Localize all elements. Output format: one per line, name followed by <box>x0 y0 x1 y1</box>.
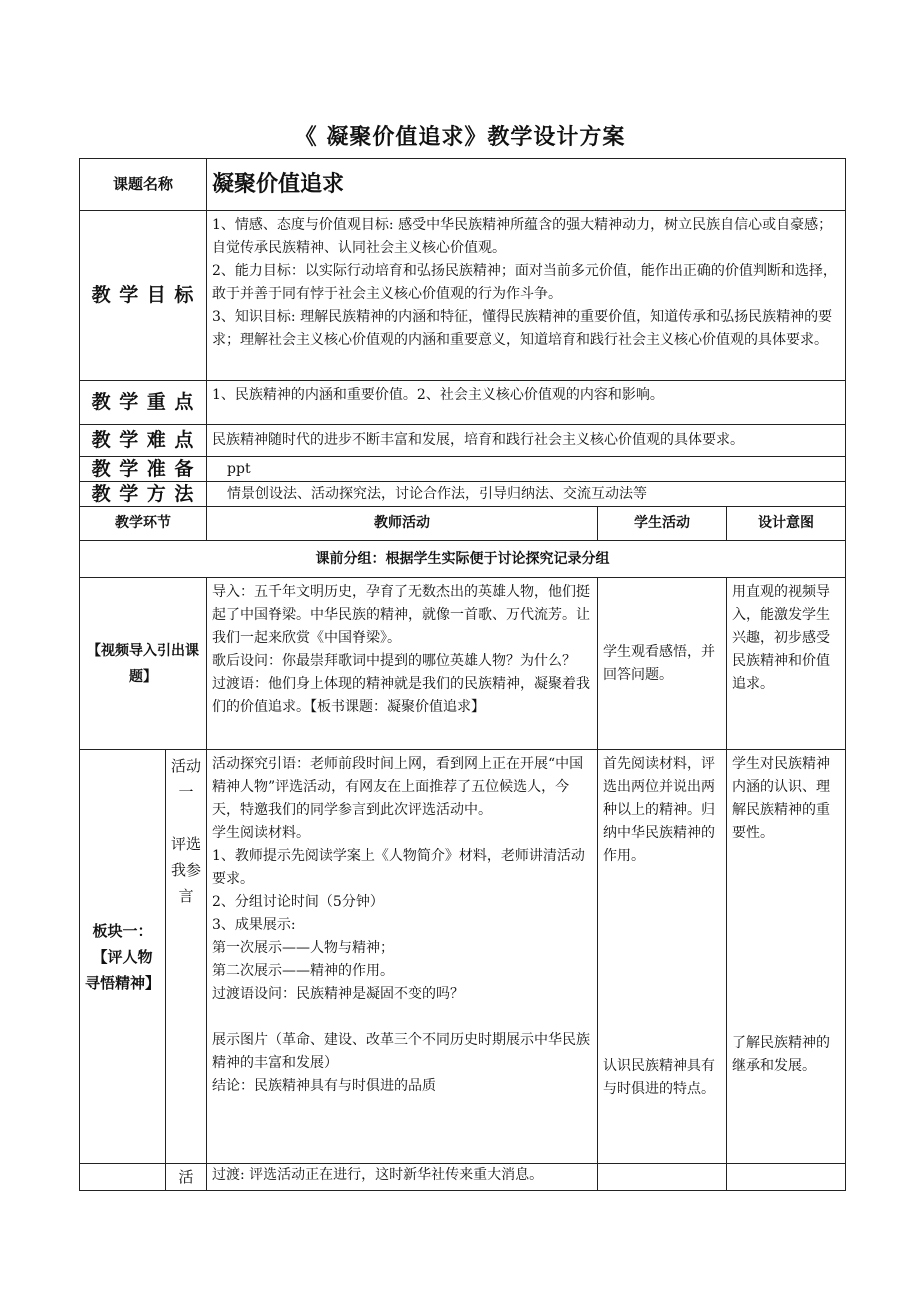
intent-line-after: 了解民族精神的继承和发展。 <box>732 1035 831 1074</box>
key-points-content: 1、民族精神的内涵和重要价值。2、社会主义核心价值观的内容和影响。 <box>207 381 846 425</box>
col-teacher: 教师活动 <box>207 507 598 541</box>
difficulties-content: 民族精神随时代的进步不断丰富和发展，培育和践行社会主义核心价值观的具体要求。 <box>207 425 846 457</box>
next-activity-row <box>80 1164 846 1191</box>
col-student: 学生活动 <box>598 507 727 541</box>
teacher-line: 结论：民族精神具有与时俱进的品质 <box>212 1078 437 1094</box>
teacher-line: 活动探究引语：老师前段时间上网，看到网上正在开展“中国精神人物”评选活动，有网友在上面推荐了五位候选人，今天，特邀我们的同学参言到此次评选活动中。 <box>212 756 584 818</box>
video-intro-student: 学生观看感悟，并回答问题。 <box>598 578 727 750</box>
methods-content: 情景创设法、活动探究法，讨论合作法，引导归纳法、交流互动法等 <box>207 482 846 507</box>
course-name: 凝聚价值追求 <box>207 159 846 211</box>
preparation-row <box>80 457 846 482</box>
difficulties-row <box>80 425 846 457</box>
objectives-content <box>207 211 846 381</box>
student-line-after: 认识民族精神具有与时俱进的特点。 <box>603 1058 716 1097</box>
methods-label: 教 学 方 法 <box>80 482 207 507</box>
document-title: 《 凝聚价值追求》教学设计方案 <box>294 125 626 150</box>
teacher-line: 歌后设问：你最崇拜歌词中提到的哪位英雄人物？为什么？ <box>212 653 577 669</box>
activity-one-title: 评选我参言 <box>171 835 202 905</box>
block1-activity-label <box>166 750 207 1164</box>
activity-one-label: 活动一 <box>171 757 202 801</box>
course-row <box>80 159 846 211</box>
preparation-label: 教 学 准 备 <box>80 457 207 482</box>
difficulties-label: 教 学 难 点 <box>80 425 207 457</box>
col-stage: 教学环节 <box>80 507 207 541</box>
teacher-line: 3、成果展示: <box>212 917 296 933</box>
intent-line: 学生对民族精神内涵的认识、理解民族精神的重要性。 <box>732 756 831 841</box>
video-intro-row <box>80 578 846 750</box>
next-student <box>598 1164 727 1191</box>
video-intro-teacher <box>207 578 598 750</box>
block1-row <box>80 750 846 1164</box>
teacher-line: 第二次展示——精神的作用。 <box>212 963 395 979</box>
video-intro-intent: 用直观的视频导入，能激发学生兴趣，初步感受民族精神和价值追求。 <box>727 578 846 750</box>
teacher-line: 第一次展示——人物与精神； <box>212 940 395 956</box>
objectives-label: 教 学 目 标 <box>80 211 207 381</box>
pre-class-row <box>80 541 846 578</box>
teacher-line: 展示图片（革命、建设、改革三个不同历史时期展示中华民族精神的丰富和发展） <box>212 1032 591 1071</box>
block1-student <box>598 750 727 1164</box>
column-header-row <box>80 507 846 541</box>
objective-line: 1、情感、态度与价值观目标: 感受中华民族精神所蕴含的强大精神动力，树立民族自信心或自豪感；自觉传承民族精神、认同社会主义核心价值观。 <box>212 217 833 256</box>
col-intent: 设计意图 <box>727 507 846 541</box>
course-label: 课题名称 <box>80 159 207 211</box>
preparation-content: ppt <box>207 457 846 482</box>
next-intent <box>727 1164 846 1191</box>
next-teacher: 过渡: 评选活动正在进行，这时新华社传来重大消息。 <box>207 1164 598 1191</box>
video-intro-stage: 【视频导入引出课题】 <box>80 578 207 750</box>
objective-line: 2、能力目标：以实际行动培育和弘扬民族精神；面对当前多元价值，能作出正确的价值判断和选择，敢于并善于同有悖于社会主义核心价值观的行为作斗争。 <box>212 263 837 302</box>
teacher-line: 2、分组讨论时间（5分钟） <box>212 894 384 910</box>
teacher-line: 过渡语设问：民族精神是凝固不变的吗？ <box>212 986 465 1002</box>
block1-intent <box>727 750 846 1164</box>
methods-row <box>80 482 846 507</box>
lesson-plan-table <box>79 158 846 1191</box>
student-line: 首先阅读材料，评选出两位并说出两种以上的精神。归纳中华民族精神的作用。 <box>603 756 716 864</box>
objectives-row <box>80 211 846 381</box>
pre-class-note: 课前分组：根据学生实际便于讨论探究记录分组 <box>80 541 846 578</box>
next-activity-label: 活 <box>166 1164 207 1191</box>
next-stage-cell <box>80 1164 166 1191</box>
teacher-line: 过渡语：他们身上体现的精神就是我们的民族精神，凝聚着我们的价值追求。【板书课题：凝聚价值追求】 <box>212 676 591 715</box>
teacher-line: 1、教师提示先阅读学案上《人物简介》材料，老师讲清活动要求。 <box>212 848 585 887</box>
key-points-label: 教 学 重 点 <box>80 381 207 425</box>
objective-line: 3、知识目标: 理解民族精神的内涵和特征，懂得民族精神的重要价值，知道传承和弘扬民族精神的要求；理解社会主义核心价值观的内涵和重要意义，知道培育和践行社会主义核心价值观的具体要求。 <box>212 309 833 348</box>
teacher-line: 导入：五千年文明历史，孕育了无数杰出的英雄人物，他们挺起了中国脊梁。中华民族的精神，就像一首歌、万代流芳。让我们一起来欣赏《中国脊梁》。 <box>212 584 591 646</box>
teacher-line: 学生阅读材料。 <box>212 825 311 841</box>
block1-stage: 板块一：【评人物 寻悟精神】 <box>80 750 166 1164</box>
block1-teacher <box>207 750 598 1164</box>
key-points-row <box>80 381 846 425</box>
